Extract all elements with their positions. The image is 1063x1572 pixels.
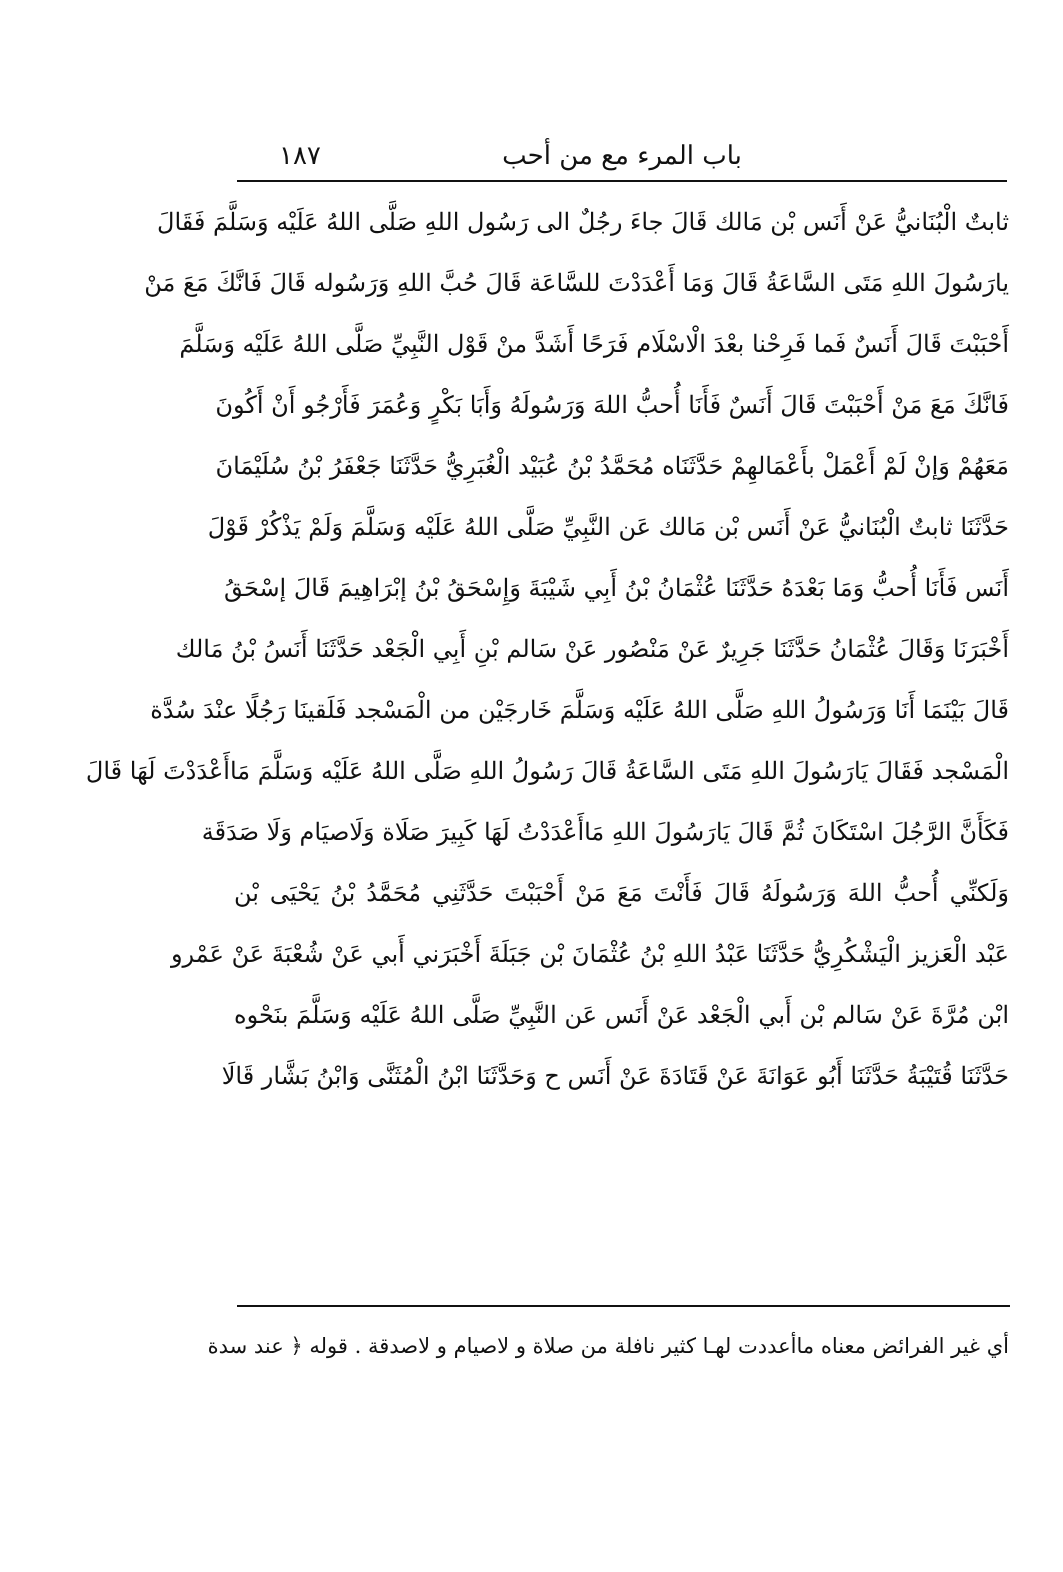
text-line: حَدَّثَنَا قُتَيْبَةُ حَدَّثَنَا أَبُو عَوَانَةَ عَنْ قَتَادَةَ عَنْ أَنَس ح وَحَدَّثَنَا ابْنُ الْمُثَنَّى وَابْنُ بَشَّار قَالَا	[221, 1062, 1009, 1090]
header-rule	[237, 180, 1007, 182]
text-line: فَكَأَنَّ الرَّجُلَ اسْتَكَانَ ثُمَّ قَالَ يَارَسُولَ اللهِ مَاأَعْدَدْتُ لَهَا كَبِيرَ صَلَاة وَلَاصيَام وَلَا صَدَقَة	[201, 818, 1009, 846]
chapter-title: باب المرء مع من أحب	[502, 141, 742, 171]
text-line: ابْن مُرَّةَ عَنْ سَالم بْن أَبي الْجَعْد عَنْ أَنَس عَن النَّبِيِّ صَلَّى اللهُ عَلَيْه وَسَلَّمَ بنَحْوه	[234, 1001, 1009, 1029]
text-line: الْمَسْجد فَقَالَ يَارَسُولَ اللهِ مَتَى السَّاعَةُ قَالَ رَسُولُ اللهِ صَلَّى اللهُ عَلَيْه وَسَلَّمَ مَاأَعْدَدْتَ لَهَا قَالَ	[85, 757, 1009, 785]
footnote-text: أي غير الفرائض معناه ماأعددت لهـا كثير نافلة من صلاة و لاصيام و لاصدقة . قوله ﴿ عند سدة	[207, 1334, 1009, 1358]
hadith-text-block	[85, 192, 1009, 1107]
text-line: حَدَّثَنَا ثابتٌ الْبُنَانيُّ عَنْ أَنَس بْن مَالك عَن النَّبِيِّ صَلَّى اللهُ عَلَيْه وَسَلَّمَ وَلَمْ يَذْكُرْ قَوْلَ	[207, 513, 1009, 541]
page-header	[237, 136, 1007, 180]
text-line: عَبْد الْعَزيز الْيَشْكُرِيُّ حَدَّثَنَا عَبْدُ اللهِ بْنُ عُثْمَانَ بْن جَبَلَةَ أَخْبَرَني أَبي عَنْ شُعْبَةَ عَنْ عَمْرو	[170, 940, 1009, 968]
text-line: أَنَس فَأَنَا أُحبُّ وَمَا بَعْدَهُ حَدَّثَنَا عُثْمَانُ بْنُ أَبِي شَيْبَةَ وَإِسْحَقُ بْنُ إبْرَاهِيمَ قَالَ إسْحَقُ	[223, 574, 1009, 602]
text-line: قَالَ بَيْنَمَا أَنَا وَرَسُولُ اللهِ صَلَّى اللهُ عَلَيْه وَسَلَّمَ خَارجَيْن من الْمَسْجد فَلَقينَا رَجُلًا عنْدَ سُدَّة	[150, 696, 1009, 724]
text-line: مَعَهُمْ وَإنْ لَمْ أَعْمَلْ بأَعْمَالهِمْ حَدَّثَنَاه مُحَمَّدُ بْنُ عُبَيْد الْغُبَرِيُّ حَدَّثَنَا جَعْفَرُ بْنُ سُلَيْمَانَ	[215, 452, 1009, 480]
text-line: فَانَّكَ مَعَ مَنْ أَحْبَبْتَ قَالَ أَنَسٌ فَأَنَا أُحبُّ اللهَ وَرَسُولَهُ وَأَبَا بَكْرٍ وَعُمَرَ فَأَرْجُو أَنْ أَكُونَ	[215, 391, 1009, 419]
text-line: أَحْبَبْتَ قَالَ أَنَسٌ فَما فَرِحْنا بعْدَ الْاسْلَام فَرَحًا أَشَدَّ منْ قَوْل النَّبِيِّ صَلَّى اللهُ عَلَيْه وَسَلَّمَ	[179, 330, 1009, 358]
text-line: وَلَكنِّي أُحبُّ اللهَ وَرَسُولَهُ قَالَ فَأَنْتَ مَعَ مَنْ أَحْبَبْتَ حَدَّثَنِي مُحَمَّدُ بْنُ يَحْيَى بْن	[234, 879, 1009, 907]
page-number: ١٨٧	[279, 141, 321, 171]
footnote-rule	[237, 1305, 1010, 1307]
text-line: أَخْبَرَنَا وَقَالَ عُثْمَانُ حَدَّثَنَا جَرِيرٌ عَنْ مَنْصُور عَنْ سَالم بْنِ أَبِي الْجَعْد حَدَّثَنَا أَنَسُ بْنُ مَالك	[175, 635, 1009, 663]
text-line: ثابتٌ الْبُنَانيُّ عَنْ أَنَس بْن مَالك قَالَ جاءَ رجُلٌ الى رَسُول اللهِ صَلَّى اللهُ عَلَيْه وَسَلَّمَ فَقَالَ	[157, 208, 1009, 236]
text-line: يارَسُولَ اللهِ مَتَى السَّاعَةُ قَالَ وَمَا أَعْدَدْتَ للسَّاعَة قَالَ حُبَّ اللهِ وَرَسُوله قَالَ فَانَّكَ مَعَ مَنْ	[144, 269, 1009, 297]
